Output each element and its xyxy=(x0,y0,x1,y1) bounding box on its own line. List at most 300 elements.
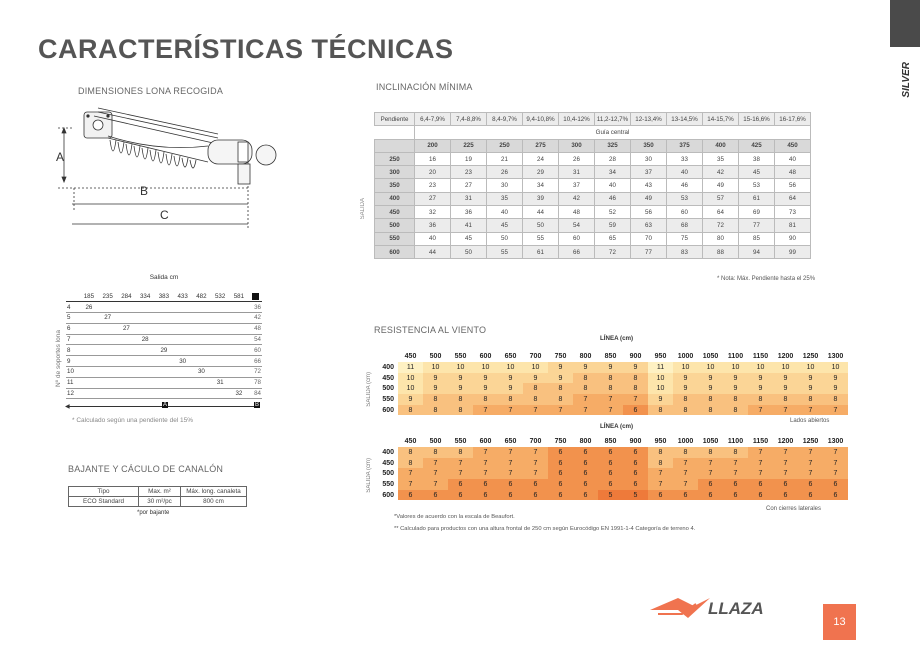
heat-cell: 8 xyxy=(398,405,423,416)
salida-cell-empty xyxy=(173,334,192,345)
heat-cell: 6 xyxy=(798,479,823,490)
heat-cell: 5 xyxy=(598,490,623,501)
bajante-cell-long: 800 cm xyxy=(181,497,247,507)
heat-linea-header: 500 xyxy=(429,352,442,360)
heat-cell: 10 xyxy=(648,383,673,394)
inclinacion-cell: 48 xyxy=(775,166,811,179)
salida-cell-empty xyxy=(173,313,192,324)
salida-cell-empty xyxy=(80,388,99,399)
heat-cell: 7 xyxy=(723,458,748,469)
salida-row xyxy=(66,323,262,334)
salida-col-header: 532 xyxy=(211,291,230,302)
salida-col-header: 185 xyxy=(80,291,99,302)
heat-cell: 8 xyxy=(423,405,448,416)
heat-cell: 7 xyxy=(523,447,548,458)
inclinacion-cell: 52 xyxy=(595,206,631,219)
heat-linea-header: 1200 xyxy=(777,352,794,360)
heat-cell: 7 xyxy=(398,479,423,490)
heat-cell: 7 xyxy=(523,468,548,479)
inclinacion-cell: 81 xyxy=(775,219,811,232)
heat-row xyxy=(368,479,848,490)
heat-cell: 7 xyxy=(823,405,848,416)
salida-cell-empty xyxy=(98,388,117,399)
salida-cell-empty xyxy=(230,367,249,378)
salida-cell-empty xyxy=(117,388,136,399)
salida-cell-empty xyxy=(211,356,230,367)
bajante-table xyxy=(68,486,247,507)
salida-cell-value: 30 xyxy=(192,367,211,378)
pendiente-value: 7,4-8,8% xyxy=(451,113,487,126)
heat-cell: 6 xyxy=(598,479,623,490)
inclinacion-row xyxy=(375,192,811,205)
heat-linea-header: 1300 xyxy=(827,352,844,360)
heat-cell: 6 xyxy=(748,479,773,490)
heat-cell: 7 xyxy=(823,458,848,469)
heat-header-row xyxy=(368,350,848,362)
heat-cell: 6 xyxy=(548,490,573,501)
salida-cell-value: 29 xyxy=(155,345,174,356)
inclinacion-salida: 500 xyxy=(375,219,415,232)
salida-cell-empty xyxy=(80,377,99,388)
heat-cell: 9 xyxy=(698,373,723,384)
inclinacion-cell: 31 xyxy=(559,166,595,179)
arrow-marker-a: A xyxy=(163,402,168,408)
inclinacion-cell: 45 xyxy=(739,166,775,179)
inclinacion-cell: 75 xyxy=(667,232,703,245)
heat-cell: 6 xyxy=(573,447,598,458)
inclinacion-cell: 40 xyxy=(595,179,631,192)
heat-salida: 400 xyxy=(368,362,398,373)
heat-cell: 6 xyxy=(448,490,473,501)
salida-row-right: 72 xyxy=(248,367,262,378)
heat-row xyxy=(368,394,848,405)
heat-linea-header: 1050 xyxy=(702,437,719,445)
heat-linea-header: 800 xyxy=(579,352,592,360)
pendiente-value: 13-14,5% xyxy=(667,113,703,126)
heat-linea-header: 550 xyxy=(454,437,467,445)
heat-row xyxy=(368,383,848,394)
heat-cell: 8 xyxy=(598,373,623,384)
inclinacion-cell: 23 xyxy=(415,179,451,192)
salida-cell-empty xyxy=(98,323,117,334)
salida-cell-empty xyxy=(155,356,174,367)
salida-col-header: 581 xyxy=(230,291,249,302)
heat-linea-header: 850 xyxy=(604,437,617,445)
heat-cell: 6 xyxy=(723,490,748,501)
salida-cell-empty xyxy=(98,302,117,313)
salida-col-header: 284 xyxy=(117,291,136,302)
heat-cell: 9 xyxy=(448,373,473,384)
inclinacion-row xyxy=(375,232,811,245)
heat-linea-header: 1150 xyxy=(752,352,769,360)
heat-cell: 8 xyxy=(598,383,623,394)
heat-cell: 9 xyxy=(423,373,448,384)
salida-row xyxy=(66,313,262,324)
salida-cell-empty xyxy=(230,302,249,313)
inclinacion-cell: 37 xyxy=(631,166,667,179)
pendiente-row xyxy=(375,113,811,126)
cierres-label: Con cierres laterales xyxy=(766,506,822,512)
inclinacion-cell: 77 xyxy=(631,245,667,258)
inclinacion-note: * Nota: Máx. Pendiente hasta el 25% xyxy=(717,276,816,282)
inclinacion-cell: 42 xyxy=(703,166,739,179)
salida-cell-empty xyxy=(98,377,117,388)
heat-cell: 6 xyxy=(598,447,623,458)
inclinacion-cell: 35 xyxy=(487,192,523,205)
heat-linea-header: 700 xyxy=(529,437,542,445)
footnote-2: ** Calculado para productos con una altura frontal de 250 cm según Eurocódigo EN 1991-1-4 Categoría de terreno 4. xyxy=(394,526,696,532)
guia-value: 275 xyxy=(523,139,559,152)
heat-row xyxy=(368,373,848,384)
heat-salida-label-1: SALIDA (cm) xyxy=(366,372,372,407)
inclinacion-cell: 56 xyxy=(775,179,811,192)
heat-cell: 6 xyxy=(823,479,848,490)
heat-cell: 9 xyxy=(423,383,448,394)
salida-cell-empty xyxy=(155,323,174,334)
heat-cell: 10 xyxy=(498,362,523,373)
salida-note: * Calculado según una pendiente del 15% xyxy=(72,417,194,424)
salida-cell-empty xyxy=(230,377,249,388)
salida-block xyxy=(66,274,262,399)
heat-cell: 8 xyxy=(448,394,473,405)
heat-linea-header: 750 xyxy=(554,437,567,445)
inclinacion-cell: 90 xyxy=(775,232,811,245)
guia-value: 250 xyxy=(487,139,523,152)
inclinacion-cell: 34 xyxy=(523,179,559,192)
salida-row-right: 54 xyxy=(248,334,262,345)
salida-cell-empty xyxy=(155,302,174,313)
heat-cell: 7 xyxy=(448,458,473,469)
heat-cell: 8 xyxy=(523,394,548,405)
heat-linea-header: 550 xyxy=(454,352,467,360)
inclinacion-cell: 88 xyxy=(703,245,739,258)
salida-cell-empty xyxy=(136,313,155,324)
heat-cell: 7 xyxy=(398,468,423,479)
salida-cell-empty xyxy=(173,323,192,334)
guia-spacer xyxy=(375,126,415,139)
inclinacion-salida-label: SALIDA xyxy=(360,198,366,220)
pendiente-value: 14-15,7% xyxy=(703,113,739,126)
salida-cell-empty xyxy=(117,302,136,313)
heat-cell: 5 xyxy=(623,490,648,501)
heat-cell: 8 xyxy=(673,405,698,416)
heat-linea-header: 1050 xyxy=(702,352,719,360)
salida-cell-empty xyxy=(98,356,117,367)
inclinacion-cell: 59 xyxy=(595,219,631,232)
heat-linea-header: 700 xyxy=(529,352,542,360)
salida-caption: Salida cm xyxy=(149,274,179,281)
heat-cell: 9 xyxy=(673,373,698,384)
heat-cell: 9 xyxy=(523,373,548,384)
inclinacion-cell: 38 xyxy=(739,152,775,165)
heat-cell: 9 xyxy=(598,362,623,373)
heat-cell: 10 xyxy=(648,373,673,384)
heat-salida: 550 xyxy=(368,479,398,490)
salida-cell-empty xyxy=(136,356,155,367)
heat-cell: 10 xyxy=(473,362,498,373)
heat-cell: 8 xyxy=(573,383,598,394)
heat-cell: 9 xyxy=(748,373,773,384)
heat-cell: 7 xyxy=(573,394,598,405)
bajante-cell-max: 30 m²/pc xyxy=(139,497,181,507)
heat-cell: 6 xyxy=(398,490,423,501)
salida-cell-empty xyxy=(211,323,230,334)
heat-table-abiertos xyxy=(368,350,848,415)
inclinacion-row xyxy=(375,166,811,179)
heat-cell: 6 xyxy=(573,490,598,501)
heat-cell: 9 xyxy=(623,362,648,373)
inclinacion-cell: 55 xyxy=(523,232,559,245)
heat-linea-header: 1000 xyxy=(677,437,694,445)
heat-cell: 10 xyxy=(773,362,798,373)
guia-value: 450 xyxy=(775,139,811,152)
heat-cell: 8 xyxy=(648,447,673,458)
inclinacion-cell: 34 xyxy=(595,166,631,179)
salida-cell-empty xyxy=(98,334,117,345)
guia-value: 300 xyxy=(559,139,595,152)
inclinacion-cell: 54 xyxy=(559,219,595,232)
bajante-note: *por bajante xyxy=(137,510,170,516)
inclinacion-title: INCLINACIÓN MÍNIMA xyxy=(376,82,473,92)
guia-caption-row xyxy=(375,126,811,139)
salida-cell-empty xyxy=(192,388,211,399)
salida-header-row xyxy=(66,291,262,302)
heat-cell: 7 xyxy=(648,468,673,479)
heat-cell: 11 xyxy=(648,362,673,373)
heat-cell: 7 xyxy=(698,458,723,469)
heat-cell: 10 xyxy=(398,373,423,384)
salida-row-right: 60 xyxy=(248,345,262,356)
heat-cell: 8 xyxy=(423,394,448,405)
salida-row-count: 8 xyxy=(66,345,80,356)
salida-y-label: Nº de soportes lona xyxy=(55,330,62,387)
salida-table xyxy=(66,291,262,399)
salida-row-right: 78 xyxy=(248,377,262,388)
heat-salida: 600 xyxy=(368,405,398,416)
heat-cell: 9 xyxy=(798,383,823,394)
salida-cell-empty xyxy=(192,345,211,356)
heat-cell: 7 xyxy=(823,468,848,479)
heat-cell: 10 xyxy=(698,362,723,373)
pendiente-value: 10,4-12% xyxy=(559,113,595,126)
guia-value: 325 xyxy=(595,139,631,152)
inclinacion-cell: 83 xyxy=(667,245,703,258)
heat-cell: 7 xyxy=(673,458,698,469)
heat-cell: 8 xyxy=(623,373,648,384)
inclinacion-cell: 19 xyxy=(451,152,487,165)
abiertos-label: Lados abiertos xyxy=(790,418,830,424)
salida-cell-empty xyxy=(192,377,211,388)
guia-caption: Guía central xyxy=(415,126,811,139)
heat-cell: 7 xyxy=(798,468,823,479)
inclinacion-cell: 99 xyxy=(775,245,811,258)
salida-cell-empty xyxy=(192,334,211,345)
heat-cell: 9 xyxy=(398,394,423,405)
salida-cell-empty xyxy=(155,313,174,324)
salida-row-right: 42 xyxy=(248,313,262,324)
heat-cell: 8 xyxy=(773,394,798,405)
salida-cell-empty xyxy=(117,334,136,345)
inclinacion-cell: 50 xyxy=(523,219,559,232)
guia-value: 225 xyxy=(451,139,487,152)
heat-cell: 6 xyxy=(623,458,648,469)
bajante-cell-tipo: ECO Standard xyxy=(69,497,139,507)
salida-row-count: 4 xyxy=(66,302,80,313)
heat-salida: 400 xyxy=(368,447,398,458)
heat-header-row xyxy=(368,435,848,447)
inclinacion-cell: 33 xyxy=(667,152,703,165)
salida-cell-empty xyxy=(155,388,174,399)
inclinacion-cell: 61 xyxy=(739,192,775,205)
heat-cell: 7 xyxy=(798,405,823,416)
heat-linea-header: 950 xyxy=(654,437,667,445)
inclinacion-cell: 37 xyxy=(559,179,595,192)
salida-cell-empty xyxy=(80,334,99,345)
heat-cell: 7 xyxy=(823,447,848,458)
heat-linea-header: 850 xyxy=(604,352,617,360)
heat-cell: 6 xyxy=(798,490,823,501)
dim-label-b: B xyxy=(140,184,149,198)
heat-cell: 7 xyxy=(548,405,573,416)
heat-cell: 10 xyxy=(798,362,823,373)
awning-drawing xyxy=(58,102,288,230)
heat-cell: 8 xyxy=(673,394,698,405)
inclinacion-salida: 550 xyxy=(375,232,415,245)
heat-cell: 7 xyxy=(473,468,498,479)
heat-salida: 500 xyxy=(368,468,398,479)
salida-row-count: 12 xyxy=(66,388,80,399)
salida-cell-empty xyxy=(192,356,211,367)
heat-cell: 7 xyxy=(498,458,523,469)
heat-cell: 8 xyxy=(398,458,423,469)
heat-cell: 7 xyxy=(423,458,448,469)
heat-cell: 10 xyxy=(823,362,848,373)
heat-cell: 7 xyxy=(798,458,823,469)
inclinacion-cell: 50 xyxy=(451,245,487,258)
heat-cell: 6 xyxy=(623,479,648,490)
inclinacion-cell: 35 xyxy=(703,152,739,165)
salida-cell-empty xyxy=(173,377,192,388)
salida-cell-empty xyxy=(192,302,211,313)
salida-cell-empty xyxy=(155,377,174,388)
salida-row-right: 84 xyxy=(248,388,262,399)
heat-cell: 8 xyxy=(723,394,748,405)
salida-cell-value: 27 xyxy=(98,313,117,324)
inclinacion-cell: 36 xyxy=(415,219,451,232)
salida-cell-empty xyxy=(192,313,211,324)
pendiente-value: 12-13,4% xyxy=(631,113,667,126)
heat-cell: 8 xyxy=(548,383,573,394)
heat-cell: 6 xyxy=(498,490,523,501)
salida-row-count: 11 xyxy=(66,377,80,388)
inclinacion-cell: 55 xyxy=(487,245,523,258)
inclinacion-cell: 48 xyxy=(559,206,595,219)
dim-label-a: A xyxy=(56,150,65,164)
inclinacion-cell: 80 xyxy=(703,232,739,245)
heat-cell: 6 xyxy=(648,490,673,501)
heat-salida: 500 xyxy=(368,383,398,394)
heat-cell: 8 xyxy=(523,383,548,394)
salida-cell-value: 30 xyxy=(173,356,192,367)
heat-cell: 6 xyxy=(773,479,798,490)
heat-row xyxy=(368,447,848,458)
heat-cell: 6 xyxy=(773,490,798,501)
heat-cell: 7 xyxy=(723,468,748,479)
heat-cell: 6 xyxy=(448,479,473,490)
heat-cell: 7 xyxy=(473,447,498,458)
inclinacion-cell: 44 xyxy=(523,206,559,219)
heat-row xyxy=(368,490,848,501)
black-square-icon xyxy=(252,293,259,300)
heat-cell: 7 xyxy=(748,447,773,458)
heat-linea-header: 1250 xyxy=(802,437,819,445)
linea-caption-1: LÍNEA (cm) xyxy=(600,335,634,342)
inclinacion-cell: 28 xyxy=(595,152,631,165)
logo-text: LLAZA xyxy=(708,599,764,618)
salida-cell-empty xyxy=(211,302,230,313)
heat-cell: 8 xyxy=(398,447,423,458)
heat-cell: 9 xyxy=(798,373,823,384)
inclinacion-salida: 600 xyxy=(375,245,415,258)
salida-cell-empty xyxy=(155,367,174,378)
resistencia-title: RESISTENCIA AL VIENTO xyxy=(374,325,487,335)
heat-cell: 6 xyxy=(548,458,573,469)
heat-cell: 9 xyxy=(673,383,698,394)
guia-value: 200 xyxy=(415,139,451,152)
heat-table-cierres xyxy=(368,435,848,500)
salida-cell-empty xyxy=(230,313,249,324)
heat-cell: 6 xyxy=(598,458,623,469)
salida-cell-empty xyxy=(80,313,99,324)
heat-linea-header: 900 xyxy=(629,437,642,445)
salida-cell-empty xyxy=(173,345,192,356)
inclinacion-salida: 300 xyxy=(375,166,415,179)
inclinacion-salida: 450 xyxy=(375,206,415,219)
inclinacion-cell: 49 xyxy=(703,179,739,192)
dimensiones-title: DIMENSIONES LONA RECOGIDA xyxy=(78,86,224,96)
heat-cell: 6 xyxy=(698,490,723,501)
heat-salida: 600 xyxy=(368,490,398,501)
salida-cell-empty xyxy=(117,313,136,324)
heat-cell: 10 xyxy=(423,362,448,373)
heat-cell: 7 xyxy=(773,458,798,469)
salida-cell-empty xyxy=(173,367,192,378)
inclinacion-cell: 31 xyxy=(451,192,487,205)
heat-cell: 7 xyxy=(673,479,698,490)
inclinacion-row xyxy=(375,206,811,219)
inclinacion-cell: 45 xyxy=(487,219,523,232)
inclinacion-cell: 16 xyxy=(415,152,451,165)
heat-cell: 7 xyxy=(573,405,598,416)
pendiente-value: 9,4-10,8% xyxy=(523,113,559,126)
pendiente-value: 11,2-12,7% xyxy=(595,113,631,126)
inclinacion-cell: 20 xyxy=(415,166,451,179)
inclinacion-cell: 72 xyxy=(595,245,631,258)
salida-row-right: 48 xyxy=(248,323,262,334)
heat-cell: 6 xyxy=(523,490,548,501)
heat-cell: 10 xyxy=(673,362,698,373)
inclinacion-cell: 40 xyxy=(775,152,811,165)
arrow-marker-b: B xyxy=(254,402,259,408)
guia-value: 350 xyxy=(631,139,667,152)
heat-cell: 7 xyxy=(448,468,473,479)
salida-col-header: 334 xyxy=(136,291,155,302)
footnote-1: *Valores de acuerdo con la escala de Beaufort. xyxy=(394,514,515,520)
heat-corner xyxy=(368,435,398,447)
heat-salida: 550 xyxy=(368,394,398,405)
heat-linea-header: 500 xyxy=(429,437,442,445)
page-title: CARACTERÍSTICAS TÉCNICAS xyxy=(38,34,454,64)
